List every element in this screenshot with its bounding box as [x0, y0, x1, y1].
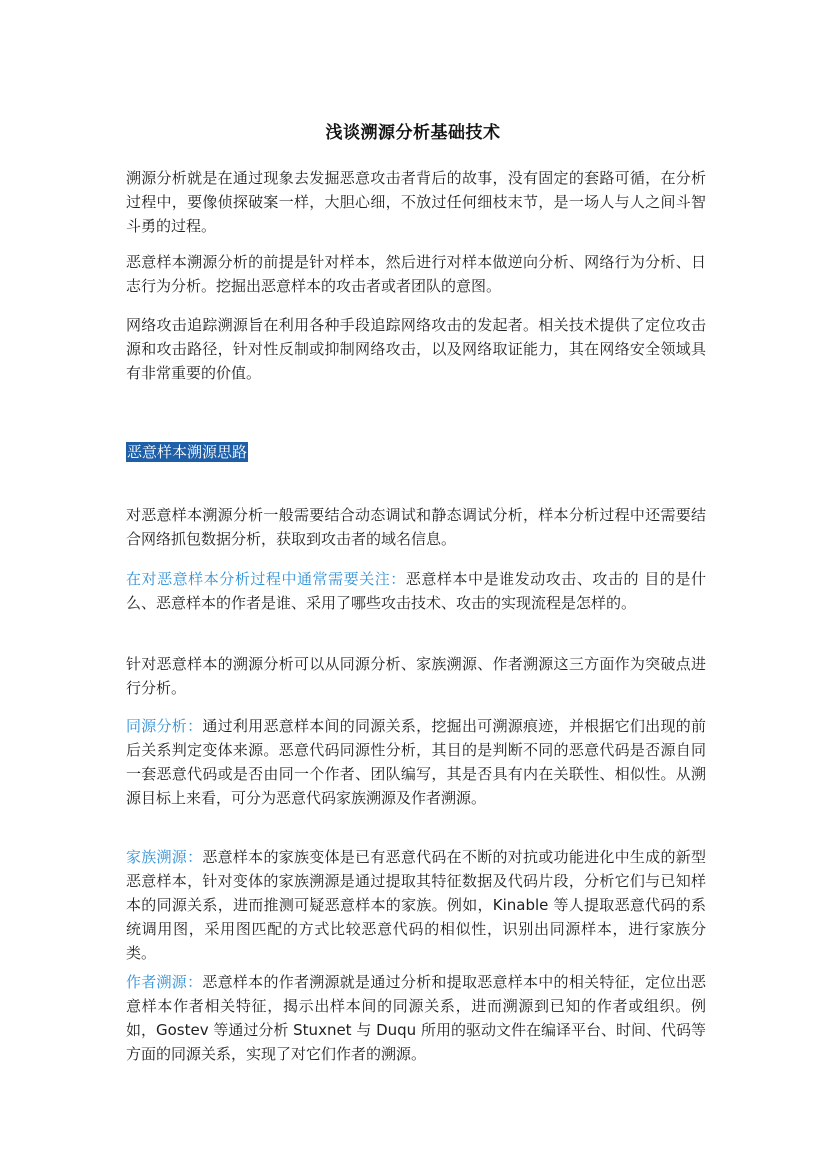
homology-text: 通过利用恶意样本间的同源关系，挖掘出可溯源痕迹，并根据它们出现的前后关系判定变体来源。恶意代码同源性分析，其目的是判断不同的恶意代码是否源自同一套恶意代码或是否由同一个作者、团队编写，其是否具有内在关联性、相似性。从溯源目标上来看，可分为恶意代码家族溯源及作者溯源。 — [126, 717, 706, 807]
body-paragraph-2 — [126, 567, 706, 615]
author-paragraph — [126, 970, 706, 1066]
section-heading: 恶意样本溯源思路 — [127, 443, 248, 461]
family-text: 恶意样本的家族变体是已有恶意代码在不断的对抗或功能进化中生成的新型恶意样本，针对变体的家族溯源是通过提取其特征数据及代码片段，分析它们与已知样本的同源关系，进而推测可疑恶意样本的家族。例如，Kinable 等人提取恶意代码的系统调用图，采用图匹配的方式比较恶意代码的相似性，识别出同源样本，进行家族分类。 — [126, 848, 706, 962]
document-title: 浅谈溯源分析基础技术 — [325, 123, 501, 143]
intro-paragraph-3: 网络攻击追踪溯源旨在利用各种手段追踪网络攻击的发起者。相关技术提供了定位攻击源和攻击路径，针对性反制或抑制网络攻击，以及网络取证能力，其在网络安全领域具有非常重要的价值。 — [126, 316, 706, 382]
body-paragraph-1: 对恶意样本溯源分析一般需要结合动态调试和静态调试分析，样本分析过程中还需要结合网络抓包数据分析，获取到攻击者的域名信息。 — [126, 506, 706, 548]
family-paragraph — [126, 845, 706, 965]
author-text: 恶意样本的作者溯源就是通过分析和提取恶意样本中的相关特征，定位出恶意样本作者相关特征，揭示出样本间的同源关系，进而溯源到已知的作者或组织。例如，Gostev 等通过分析 Stuxnet 与 Duqu 所用的驱动文件在编译平台、时间、代码等方面的同源关系，实现了对它们作者的溯源。 — [126, 973, 706, 1063]
intro-paragraph-2: 恶意样本溯源分析的前提是针对样本，然后进行对样本做逆向分析、网络行为分析、日志行为分析。挖掘出恶意样本的攻击者或者团队的意图。 — [126, 253, 706, 295]
focus-label: 在对恶意样本分析过程中通常需要关注： — [126, 570, 406, 588]
focus-text: 恶意样本中是谁发动攻击、攻击的 目的是什么、恶意样本的作者是谁、采用了哪些攻击技术、攻击的实现流程是怎样的。 — [126, 570, 706, 612]
intro-paragraph-1: 溯源分析就是在通过现象去发掘恶意攻击者背后的故事，没有固定的套路可循，在分析过程中，要像侦探破案一样，大胆心细，不放过任何细枝末节，是一场人与人之间斗智斗勇的过程。 — [126, 169, 706, 235]
family-label: 家族溯源： — [126, 848, 203, 866]
homology-paragraph — [126, 714, 706, 810]
body-paragraph-3: 针对恶意样本的溯源分析可以从同源分析、家族溯源、作者溯源这三方面作为突破点进行分析。 — [126, 655, 706, 697]
author-label: 作者溯源： — [126, 973, 203, 991]
homology-label: 同源分析： — [126, 717, 203, 735]
